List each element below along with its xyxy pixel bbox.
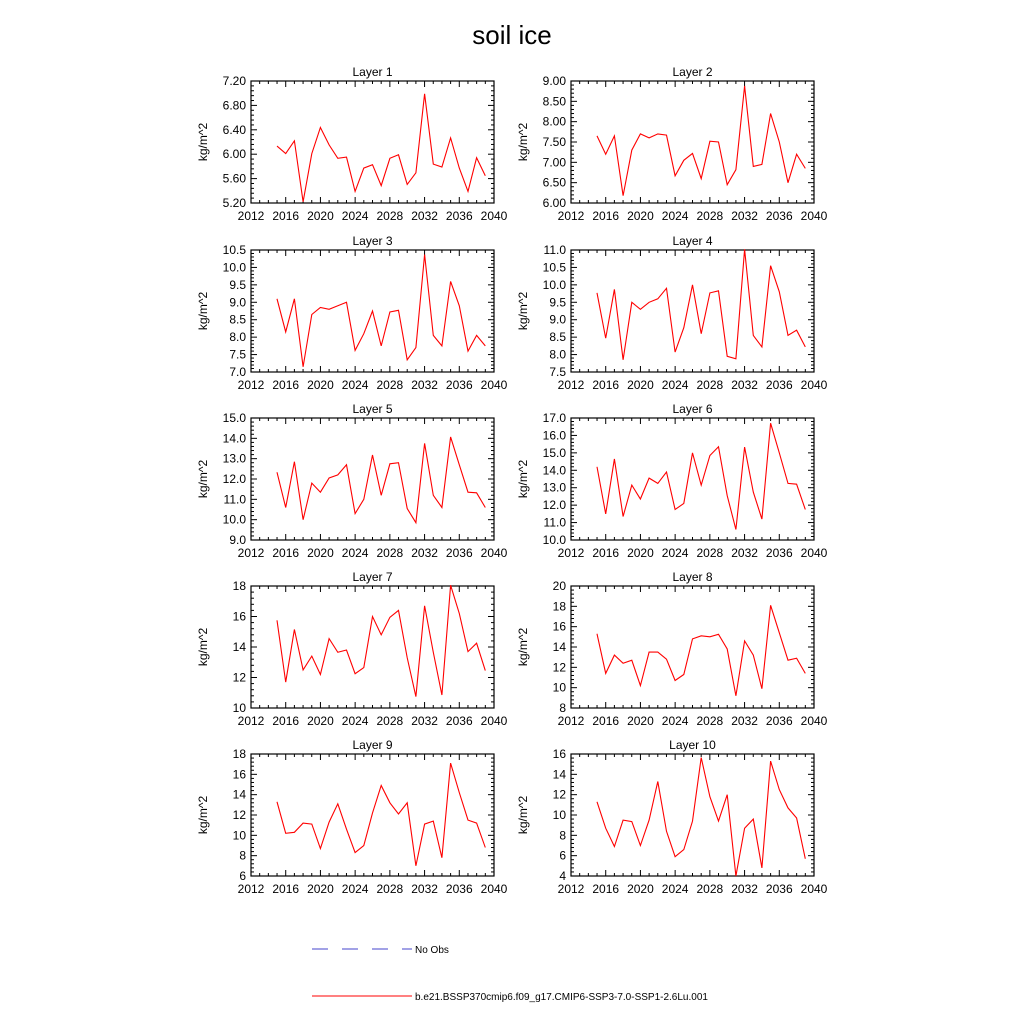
layer-3-xtick-label: 2020 bbox=[307, 378, 334, 392]
layer-5-ytick-label: 10.0 bbox=[222, 512, 246, 527]
layer-3-ytick-label: 8.0 bbox=[229, 330, 246, 345]
layer-6-title: Layer 6 bbox=[672, 402, 713, 416]
layer-8-ytick-label: 20 bbox=[552, 579, 566, 593]
layer-5-ytick-label: 9.0 bbox=[229, 533, 246, 547]
layer-5-xtick-label: 2024 bbox=[341, 546, 369, 560]
layer-1-ytick-label: 6.00 bbox=[222, 147, 246, 162]
layer-2-ytick-label: 8.00 bbox=[542, 114, 566, 129]
layer-2-xtick-label: 2028 bbox=[696, 209, 724, 223]
layer-9-ytick-label: 16 bbox=[232, 767, 246, 782]
layer-9-ytick-label: 8 bbox=[239, 848, 246, 863]
layer-9-ytick-label: 14 bbox=[232, 787, 246, 802]
layer-10-title: Layer 10 bbox=[669, 738, 716, 752]
layer-4-series-line bbox=[597, 249, 805, 359]
legend-label-model-run: b.e21.BSSP370cmip6.f09_g17.CMIP6-SSP3-7.0-SSP1-2.6Lu.001 bbox=[415, 992, 708, 1003]
layer-4-ytick-label: 11.0 bbox=[543, 243, 566, 257]
layer-5-xtick-label: 2040 bbox=[480, 546, 508, 560]
layer-9-title: Layer 9 bbox=[352, 738, 393, 752]
layer-8-xtick-label: 2020 bbox=[627, 714, 654, 728]
layer-2-xtick-label: 2032 bbox=[731, 209, 758, 223]
layer-2-ylabel: kg/m^2 bbox=[516, 122, 530, 162]
layer-7-frame bbox=[251, 586, 494, 708]
layer-3-panel bbox=[196, 234, 508, 392]
layer-10-panel bbox=[516, 738, 828, 896]
layer-1-ytick-label: 7.20 bbox=[222, 74, 246, 88]
layer-6-xtick-label: 2024 bbox=[661, 546, 689, 560]
layer-4-xtick-label: 2020 bbox=[627, 378, 654, 392]
layer-8-series-line bbox=[597, 605, 805, 696]
layer-4-xtick-label: 2024 bbox=[661, 378, 689, 392]
layer-5-xtick-label: 2012 bbox=[237, 546, 265, 560]
layer-4-ytick-label: 10.5 bbox=[542, 260, 566, 275]
layer-6-series-line bbox=[597, 423, 805, 529]
layer-6-xtick-label: 2020 bbox=[627, 546, 654, 560]
layer-5-ytick-label: 15.0 bbox=[222, 411, 246, 425]
layer-3-xtick-label: 2016 bbox=[272, 378, 300, 392]
layer-3-xtick-label: 2036 bbox=[445, 378, 473, 392]
layer-10-frame bbox=[571, 754, 814, 876]
layer-1-xtick-label: 2028 bbox=[376, 209, 404, 223]
layer-8-ytick-label: 18 bbox=[552, 599, 566, 614]
layer-9-xtick-label: 2012 bbox=[237, 882, 265, 896]
layer-2-ytick-label: 7.50 bbox=[542, 135, 566, 149]
layer-3-series-line bbox=[277, 255, 485, 367]
layer-2-series-line bbox=[597, 86, 805, 196]
layer-7-xtick-label: 2036 bbox=[445, 714, 473, 728]
layer-4-ytick-label: 9.0 bbox=[549, 312, 566, 327]
layer-2-ytick-label: 6.00 bbox=[542, 196, 566, 210]
layer-2-xtick-label: 2036 bbox=[765, 209, 793, 223]
layer-2-xtick-label: 2040 bbox=[800, 209, 828, 223]
layer-10-ytick-label: 8 bbox=[559, 828, 566, 843]
layer-3-ytick-label: 9.5 bbox=[229, 277, 246, 292]
layer-5-xtick-label: 2020 bbox=[307, 546, 334, 560]
layer-3-title: Layer 3 bbox=[352, 234, 393, 248]
layer-8-ytick-label: 14 bbox=[552, 640, 566, 654]
layer-8-title: Layer 8 bbox=[672, 570, 713, 584]
layer-4-ytick-label: 9.5 bbox=[549, 295, 566, 310]
layer-9-ytick-label: 12 bbox=[232, 808, 246, 822]
layer-6-ytick-label: 10.0 bbox=[542, 533, 566, 547]
layer-9-ytick-label: 18 bbox=[232, 747, 246, 761]
layer-5-ytick-label: 12.0 bbox=[222, 472, 246, 486]
layer-6-panel bbox=[516, 402, 828, 560]
layer-2-ytick-label: 7.00 bbox=[542, 155, 566, 170]
layer-8-ytick-label: 8 bbox=[559, 701, 566, 715]
layer-6-ylabel: kg/m^2 bbox=[516, 459, 530, 499]
layer-2-panel bbox=[516, 65, 828, 223]
layer-2-xtick-label: 2012 bbox=[557, 209, 585, 223]
layer-8-ytick-label: 16 bbox=[552, 619, 566, 634]
layer-6-xtick-label: 2036 bbox=[765, 546, 793, 560]
layer-7-ytick-label: 16 bbox=[232, 609, 246, 624]
layer-1-xtick-label: 2012 bbox=[237, 209, 265, 223]
layer-2-xtick-label: 2024 bbox=[661, 209, 689, 223]
layer-9-xtick-label: 2020 bbox=[307, 882, 334, 896]
layer-1-frame bbox=[251, 81, 494, 203]
layer-7-xtick-label: 2012 bbox=[237, 714, 265, 728]
layer-8-xtick-label: 2024 bbox=[661, 714, 689, 728]
layer-3-ytick-label: 7.5 bbox=[229, 347, 246, 362]
layer-1-series-line bbox=[277, 94, 485, 202]
layer-8-xtick-label: 2040 bbox=[800, 714, 828, 728]
layer-1-ytick-label: 6.40 bbox=[222, 122, 246, 137]
layer-5-xtick-label: 2036 bbox=[445, 546, 473, 560]
layer-1-title: Layer 1 bbox=[352, 65, 393, 79]
layer-5-xtick-label: 2028 bbox=[376, 546, 404, 560]
layer-2-ytick-label: 8.50 bbox=[542, 94, 566, 109]
layer-6-ytick-label: 17.0 bbox=[542, 411, 566, 425]
layer-1-ytick-label: 6.80 bbox=[222, 98, 246, 113]
layer-1-xtick-label: 2020 bbox=[307, 209, 334, 223]
layer-6-xtick-label: 2040 bbox=[800, 546, 828, 560]
layer-3-ytick-label: 10.0 bbox=[222, 260, 246, 275]
layer-6-xtick-label: 2028 bbox=[696, 546, 724, 560]
layer-3-ylabel: kg/m^2 bbox=[196, 291, 210, 331]
layer-1-panel bbox=[196, 65, 508, 223]
layer-8-xtick-label: 2012 bbox=[557, 714, 585, 728]
layer-5-ytick-label: 14.0 bbox=[222, 431, 246, 446]
layer-8-xtick-label: 2028 bbox=[696, 714, 724, 728]
layer-7-xtick-label: 2024 bbox=[341, 714, 369, 728]
layer-7-ylabel: kg/m^2 bbox=[196, 627, 210, 667]
layer-5-ytick-label: 13.0 bbox=[222, 451, 246, 466]
layer-8-ytick-label: 10 bbox=[552, 680, 566, 695]
layer-3-xtick-label: 2012 bbox=[237, 378, 265, 392]
layer-10-ytick-label: 14 bbox=[552, 767, 566, 782]
legend bbox=[312, 945, 708, 1003]
layer-3-ytick-label: 8.5 bbox=[229, 312, 246, 327]
layer-1-ytick-label: 5.60 bbox=[222, 171, 246, 186]
layer-4-ytick-label: 8.0 bbox=[549, 347, 566, 362]
layer-9-xtick-label: 2028 bbox=[376, 882, 404, 896]
layer-2-ytick-label: 6.50 bbox=[542, 175, 566, 190]
layer-9-xtick-label: 2024 bbox=[341, 882, 369, 896]
layer-7-xtick-label: 2020 bbox=[307, 714, 334, 728]
layer-10-ytick-label: 16 bbox=[552, 747, 566, 761]
layer-7-panel bbox=[196, 570, 508, 728]
layer-10-xtick-label: 2040 bbox=[800, 882, 828, 896]
layer-5-frame bbox=[251, 418, 494, 540]
layer-7-ytick-label: 18 bbox=[232, 579, 246, 593]
layer-2-ytick-label: 9.00 bbox=[542, 74, 566, 88]
layer-4-title: Layer 4 bbox=[672, 234, 713, 248]
layer-3-xtick-label: 2028 bbox=[376, 378, 404, 392]
layer-7-xtick-label: 2028 bbox=[376, 714, 404, 728]
layer-7-ytick-label: 10 bbox=[232, 701, 246, 715]
layer-1-xtick-label: 2036 bbox=[445, 209, 473, 223]
layer-6-ytick-label: 11.0 bbox=[543, 515, 566, 530]
layer-6-ytick-label: 14.0 bbox=[542, 463, 566, 478]
layer-5-xtick-label: 2016 bbox=[272, 546, 300, 560]
layer-9-ytick-label: 10 bbox=[232, 828, 246, 843]
layer-6-xtick-label: 2012 bbox=[557, 546, 585, 560]
layer-9-panel bbox=[196, 738, 508, 896]
layer-7-series-line bbox=[277, 585, 485, 696]
layer-1-xtick-label: 2016 bbox=[272, 209, 300, 223]
layer-8-xtick-label: 2032 bbox=[731, 714, 758, 728]
layer-10-ytick-label: 12 bbox=[552, 787, 566, 802]
layer-10-xtick-label: 2036 bbox=[765, 882, 793, 896]
layer-7-ytick-label: 12 bbox=[232, 670, 246, 685]
layer-10-ytick-label: 6 bbox=[559, 848, 566, 863]
layer-5-xtick-label: 2032 bbox=[411, 546, 438, 560]
layer-2-frame bbox=[571, 81, 814, 203]
layer-5-ytick-label: 11.0 bbox=[223, 492, 246, 507]
layer-9-xtick-label: 2036 bbox=[445, 882, 473, 896]
layer-1-ytick-label: 5.20 bbox=[222, 196, 246, 210]
layer-7-xtick-label: 2032 bbox=[411, 714, 438, 728]
layer-10-ytick-label: 4 bbox=[559, 869, 566, 883]
layer-7-title: Layer 7 bbox=[352, 570, 393, 584]
layer-4-ylabel: kg/m^2 bbox=[516, 291, 530, 331]
layer-3-ytick-label: 9.0 bbox=[229, 295, 246, 310]
layer-10-xtick-label: 2016 bbox=[592, 882, 620, 896]
layer-10-ylabel: kg/m^2 bbox=[516, 795, 530, 835]
layer-9-ytick-label: 6 bbox=[239, 869, 246, 883]
layer-4-frame bbox=[571, 250, 814, 372]
layer-3-xtick-label: 2024 bbox=[341, 378, 369, 392]
layer-3-ytick-label: 7.0 bbox=[229, 365, 246, 379]
layer-1-xtick-label: 2032 bbox=[411, 209, 438, 223]
layer-8-ytick-label: 12 bbox=[552, 660, 566, 675]
layer-8-xtick-label: 2036 bbox=[765, 714, 793, 728]
layer-10-xtick-label: 2032 bbox=[731, 882, 758, 896]
layer-4-xtick-label: 2040 bbox=[800, 378, 828, 392]
legend-label-no-obs: No Obs bbox=[415, 945, 449, 956]
layer-2-xtick-label: 2020 bbox=[627, 209, 654, 223]
layer-3-ytick-label: 10.5 bbox=[222, 243, 246, 257]
layer-6-xtick-label: 2016 bbox=[592, 546, 620, 560]
layer-9-series-line bbox=[277, 763, 485, 866]
layer-4-ytick-label: 8.5 bbox=[549, 330, 566, 345]
layer-4-xtick-label: 2036 bbox=[765, 378, 793, 392]
layer-10-xtick-label: 2028 bbox=[696, 882, 724, 896]
layer-4-xtick-label: 2016 bbox=[592, 378, 620, 392]
layer-6-frame bbox=[571, 418, 814, 540]
layer-1-xtick-label: 2040 bbox=[480, 209, 508, 223]
panels-group bbox=[196, 65, 828, 896]
layer-1-ylabel: kg/m^2 bbox=[196, 122, 210, 162]
layer-6-ytick-label: 13.0 bbox=[542, 480, 566, 495]
layer-5-ylabel: kg/m^2 bbox=[196, 459, 210, 499]
layer-10-xtick-label: 2020 bbox=[627, 882, 654, 896]
layer-4-ytick-label: 7.5 bbox=[549, 365, 566, 379]
figure-title: soil ice bbox=[472, 20, 552, 50]
layer-5-series-line bbox=[277, 437, 485, 523]
layer-4-xtick-label: 2012 bbox=[557, 378, 585, 392]
layer-10-series-line bbox=[597, 758, 805, 876]
layer-3-xtick-label: 2040 bbox=[480, 378, 508, 392]
layer-8-panel bbox=[516, 570, 828, 728]
layer-9-xtick-label: 2032 bbox=[411, 882, 438, 896]
layer-10-ytick-label: 10 bbox=[552, 808, 566, 822]
layer-3-xtick-label: 2032 bbox=[411, 378, 438, 392]
layer-6-ytick-label: 15.0 bbox=[542, 445, 566, 460]
layer-6-xtick-label: 2032 bbox=[731, 546, 758, 560]
layer-6-ytick-label: 12.0 bbox=[542, 498, 566, 513]
layer-8-frame bbox=[571, 586, 814, 708]
layer-5-title: Layer 5 bbox=[352, 402, 393, 416]
layer-2-xtick-label: 2016 bbox=[592, 209, 620, 223]
layer-4-xtick-label: 2032 bbox=[731, 378, 758, 392]
layer-9-xtick-label: 2040 bbox=[480, 882, 508, 896]
layer-9-ylabel: kg/m^2 bbox=[196, 795, 210, 835]
layer-6-ytick-label: 16.0 bbox=[542, 428, 566, 443]
layer-2-title: Layer 2 bbox=[672, 65, 713, 79]
layer-7-xtick-label: 2040 bbox=[480, 714, 508, 728]
layer-5-panel bbox=[196, 402, 508, 560]
layer-10-xtick-label: 2024 bbox=[661, 882, 689, 896]
layer-8-xtick-label: 2016 bbox=[592, 714, 620, 728]
layer-10-xtick-label: 2012 bbox=[557, 882, 585, 896]
layer-8-ylabel: kg/m^2 bbox=[516, 627, 530, 667]
layer-4-ytick-label: 10.0 bbox=[542, 277, 566, 292]
layer-4-panel bbox=[516, 234, 828, 392]
layer-1-xtick-label: 2024 bbox=[341, 209, 369, 223]
layer-4-xtick-label: 2028 bbox=[696, 378, 724, 392]
layer-9-xtick-label: 2016 bbox=[272, 882, 300, 896]
layer-7-ytick-label: 14 bbox=[232, 640, 246, 654]
layer-7-xtick-label: 2016 bbox=[272, 714, 300, 728]
